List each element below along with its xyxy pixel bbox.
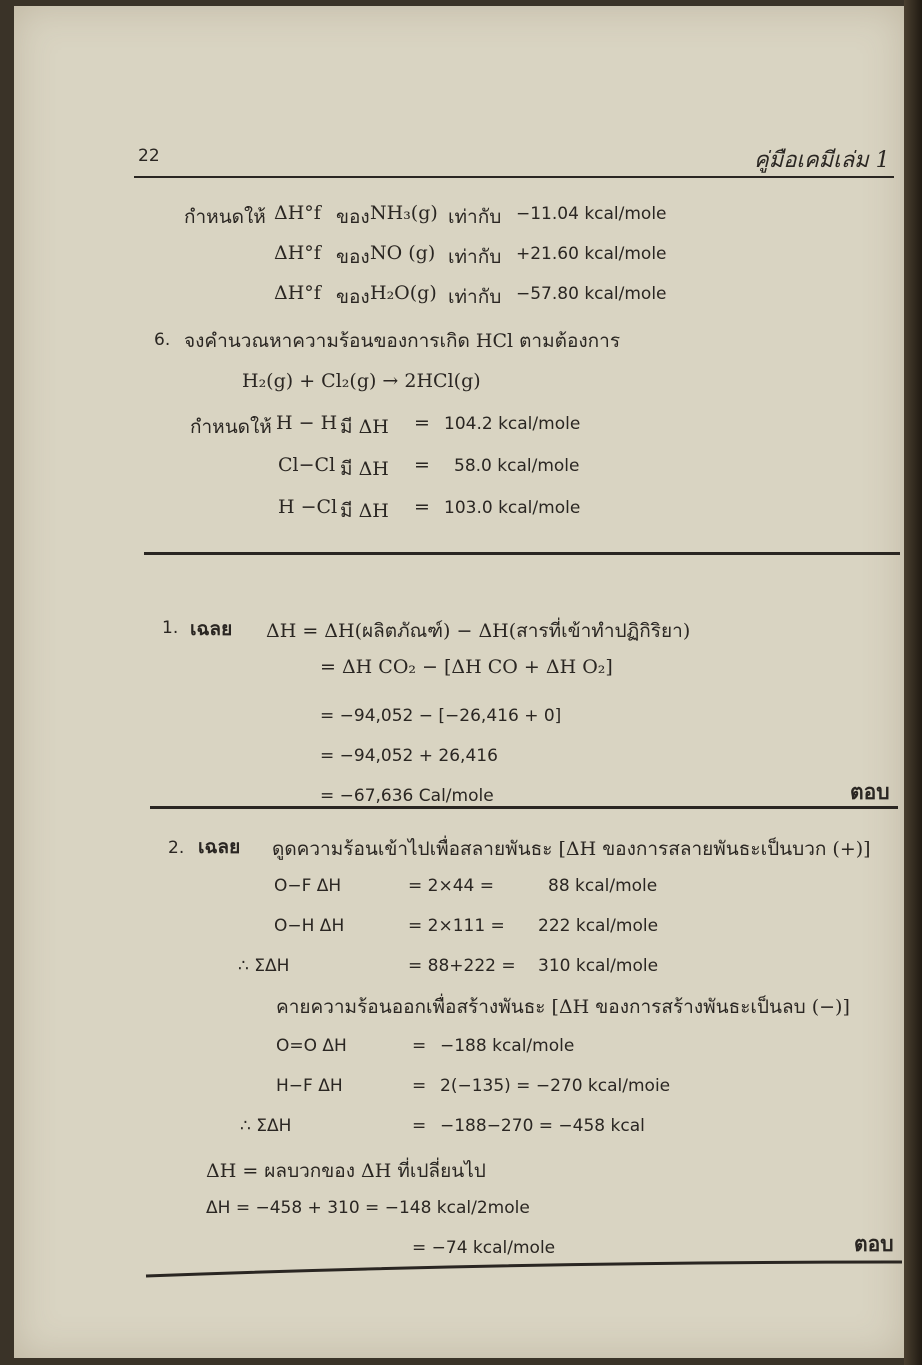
answer2-break-row-1-bond: O−F ΔH xyxy=(274,876,342,896)
q6-bond-1-has: มี ΔH xyxy=(340,416,389,438)
answer2-intro-1: ดูดความร้อนเข้าไปเพื่อสลายพันธะ [ΔH ของการสลายพันธะเป็นบวก (+)] xyxy=(272,838,871,860)
q6-bond-2: Cl−Cl xyxy=(278,454,336,476)
answer2-form-row-1-expr: = xyxy=(412,1036,427,1056)
answer1-rule xyxy=(150,806,898,809)
answer2-label: เฉลย xyxy=(198,836,241,858)
answer2-final-line: = −74 kcal/mole xyxy=(412,1238,556,1258)
book-title: คู่มือเคมีเล่ม 1 xyxy=(754,148,890,173)
q6-bond-3-eq: = xyxy=(414,496,430,518)
answer2-form-row-2-expr: = xyxy=(412,1076,427,1096)
page-number: 22 xyxy=(138,146,160,166)
answer2-form-row-3-result: −188−270 = −458 kcal xyxy=(440,1116,645,1136)
q6-bond-3-value: 103.0 kcal/mole xyxy=(444,498,581,518)
given-row-3-species: H₂O(g) xyxy=(370,282,437,304)
answer2-break-row-2-result: 222 kcal/mole xyxy=(538,916,659,936)
answer2-break-row-2-expr: = 2×111 = xyxy=(408,916,505,936)
given-row-2-species: NO (g) xyxy=(370,242,436,264)
answer2-break-row-1-result: 88 kcal/mole xyxy=(548,876,658,896)
answer2-form-row-3-bond: ∴ ΣΔH xyxy=(240,1116,292,1136)
given-row-1-lhs: ΔH°f xyxy=(274,202,321,224)
q6-number: 6. xyxy=(154,330,171,350)
q6-text: จงคำนวณหาความร้อนของการเกิด HCl ตามต้องการ xyxy=(184,330,621,352)
q6-given-lead: กำหนดให้ xyxy=(190,416,272,438)
header-rule xyxy=(134,176,894,178)
given-lead: กำหนดให้ xyxy=(184,206,266,228)
given-row-1-eq: เท่ากับ xyxy=(448,206,502,228)
answer1-line-5: = −67,636 Cal/mole xyxy=(320,786,494,806)
answer2-tag: ตอบ xyxy=(854,1231,894,1256)
given-row-1-of: ของ xyxy=(336,206,370,228)
q6-bond-2-eq: = xyxy=(414,454,430,476)
given-row-2-value: +21.60 kcal/mole xyxy=(516,244,667,264)
answer2-form-row-2-result: 2(−135) = −270 kcal/moie xyxy=(440,1076,671,1096)
answer2-break-row-3-result: 310 kcal/mole xyxy=(538,956,659,976)
answer2-break-row-3-bond: ∴ ΣΔH xyxy=(238,956,290,976)
answer2-break-row-3-expr: = 88+222 = xyxy=(408,956,516,976)
answer2-intro-2: คายความร้อนออกเพื่อสร้างพันธะ [ΔH ของการสร้างพันธะเป็นลบ (−)] xyxy=(276,996,850,1018)
answer2-form-row-1-result: −188 kcal/mole xyxy=(440,1036,575,1056)
answer1-tag: ตอบ xyxy=(850,779,890,804)
answer2-break-row-2-bond: O−H ΔH xyxy=(274,916,345,936)
answer1-line-4: = −94,052 + 26,416 xyxy=(320,746,498,766)
given-row-2-eq: เท่ากับ xyxy=(448,246,502,268)
given-row-2-of: ของ xyxy=(336,246,370,268)
answer1-line-1: ΔH = ΔH(ผลิตภัณฑ์) − ΔH(สารที่เข้าทำปฏิกิริยา) xyxy=(266,620,691,642)
bottom-curved-rule xyxy=(144,1258,904,1280)
answer1-line-3: = −94,052 − [−26,416 + 0] xyxy=(320,706,562,726)
answer1-label: เฉลย xyxy=(190,618,233,640)
section-divider xyxy=(144,552,900,555)
answer2-sum-line: ΔH = ผลบวกของ ΔH ที่เปลี่ยนไป xyxy=(206,1160,486,1182)
q6-bond-1-eq: = xyxy=(414,412,430,434)
given-row-2-lhs: ΔH°f xyxy=(274,242,321,264)
answer1-number: 1. xyxy=(162,618,179,638)
q6-bond-1: H − H xyxy=(276,412,338,434)
book-page xyxy=(14,6,904,1358)
answer2-calc-line: ΔH = −458 + 310 = −148 kcal/2mole xyxy=(206,1198,530,1218)
given-row-1-species: NH₃(g) xyxy=(370,202,438,224)
answer2-break-row-1-expr: = 2×44 = xyxy=(408,876,494,896)
answer2-form-row-1-bond: O=O ΔH xyxy=(276,1036,347,1056)
answer1-line-2: = ΔH CO₂ − [ΔH CO + ΔH O₂] xyxy=(320,656,613,678)
given-row-3-value: −57.80 kcal/mole xyxy=(516,284,667,304)
q6-bond-2-value: 58.0 kcal/mole xyxy=(454,456,580,476)
q6-bond-3-has: มี ΔH xyxy=(340,500,389,522)
given-row-3-of: ของ xyxy=(336,286,370,308)
q6-reaction: H₂(g) + Cl₂(g) → 2HCl(g) xyxy=(242,370,481,392)
q6-bond-1-value: 104.2 kcal/mole xyxy=(444,414,581,434)
book-spine-edge xyxy=(904,0,922,1365)
answer2-number: 2. xyxy=(168,838,185,858)
q6-bond-3: H −Cl xyxy=(278,496,338,518)
given-row-3-eq: เท่ากับ xyxy=(448,286,502,308)
answer2-form-row-3-expr: = xyxy=(412,1116,427,1136)
q6-bond-2-has: มี ΔH xyxy=(340,458,389,480)
given-row-3-lhs: ΔH°f xyxy=(274,282,321,304)
given-row-1-value: −11.04 kcal/mole xyxy=(516,204,667,224)
answer2-form-row-2-bond: H−F ΔH xyxy=(276,1076,343,1096)
